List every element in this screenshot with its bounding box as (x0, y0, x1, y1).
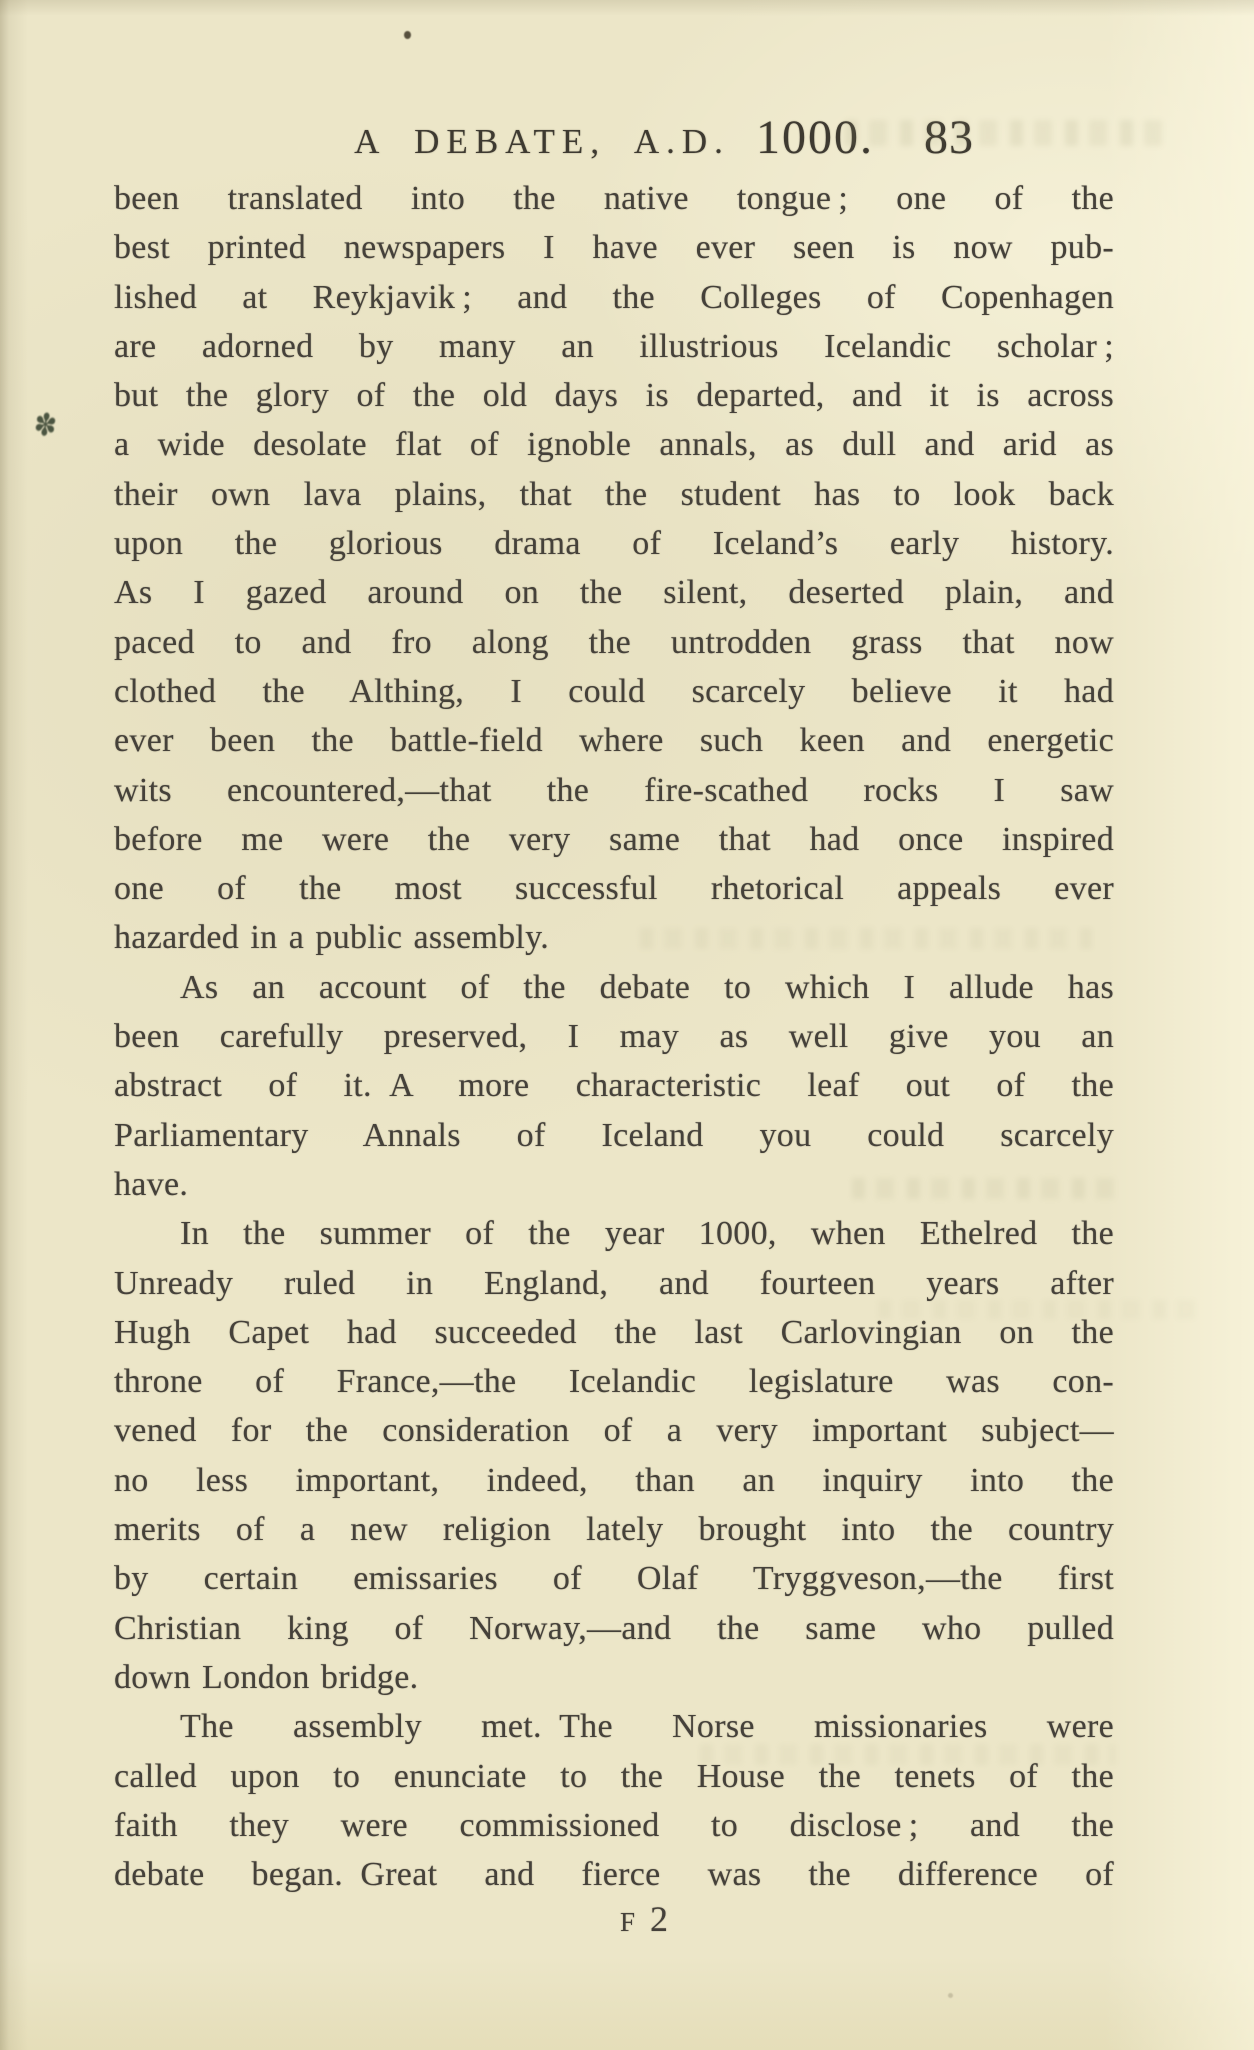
text-line: Parliamentary Annals of Iceland you could scarcely (114, 1116, 1114, 1154)
running-title-year: 1000. (755, 111, 874, 164)
text-line: hazarded in a public assembly. (114, 919, 550, 957)
text-line: are adorned by many an illustrious Icelandic scholar ; (114, 327, 1114, 365)
text-line: been translated into the native tongue ; one of the (114, 180, 1114, 217)
page-number: 83 (924, 111, 974, 164)
text-line: abstract of it. A more characteristic leaf out of the (114, 1067, 1114, 1105)
text-line: called upon to enunciate to the House the tenets of the (114, 1757, 1114, 1795)
text-line: best printed newspapers I have ever seen is now pub- (114, 229, 1114, 267)
text-line: their own lava plains, that the student has to look back (114, 475, 1114, 513)
text-line: no less important, indeed, than an inquiry into the (114, 1461, 1114, 1499)
text-line: but the glory of the old days is departed, and it is across (114, 377, 1114, 415)
text-line: clothed the Althing, I could scarcely believe it had (114, 672, 1114, 710)
ink-speck (948, 1993, 953, 1998)
show-through-text (640, 928, 1092, 949)
ink-blot-mark: ✽ (31, 406, 59, 444)
ink-speck (404, 31, 411, 39)
text-line: In the summer of the year 1000, when Ethelred the (180, 1215, 1114, 1253)
text-line: The assembly met. The Norse missionaries were (180, 1708, 1114, 1746)
printer-signature (114, 1900, 1174, 1946)
text-line: Hugh Capet had succeeded the last Carlovingian on the (114, 1313, 1114, 1351)
text-line: been carefully preserved, I may as well give you an (114, 1018, 1114, 1056)
text-line: vened for the consideration of a very important subject— (114, 1412, 1114, 1450)
text-line: Unready ruled in England, and fourteen years after (114, 1264, 1114, 1302)
show-through-text (852, 1178, 1114, 1199)
text-line: before me were the very same that had once inspired (114, 820, 1114, 858)
text-line: As I gazed around on the silent, deserted plain, and (114, 574, 1114, 612)
text-line: wits encountered,—that the fire-scathed rocks I saw (114, 771, 1114, 809)
text-line: debate began. Great and fierce was the difference of (114, 1856, 1114, 1894)
signature-letter: F (619, 1907, 638, 1937)
text-line: upon the glorious drama of Iceland’s early history. (114, 525, 1114, 563)
show-through-text (878, 1300, 1200, 1319)
text-line: by certain emissaries of Olaf Tryggveson,—the first (114, 1560, 1114, 1598)
text-line: have. (114, 1165, 189, 1203)
running-title-text: A DEBATE, A.D. (354, 122, 730, 161)
show-through-text (700, 1744, 1116, 1765)
text-line: As an account of the debate to which I allude has (180, 968, 1114, 1006)
text-line: ever been the battle-field where such keen and energetic (114, 722, 1114, 760)
body-text (114, 174, 1114, 1899)
text-line: one of the most successful rhetorical appeals ever (114, 870, 1114, 908)
signature-number: 2 (650, 1899, 669, 1939)
text-line: Christian king of Norway,—and the same who pulled (114, 1609, 1114, 1647)
running-title (354, 111, 874, 164)
text-line: throne of France,—the Icelandic legislature was con- (114, 1363, 1114, 1401)
text-line: paced to and fro along the untrodden grass that now (114, 623, 1114, 661)
show-through-text (845, 120, 1163, 146)
text-line: merits of a new religion lately brought into the country (114, 1511, 1114, 1549)
text-line: down London bridge. (114, 1658, 419, 1696)
text-line: a wide desolate flat of ignoble annals, as dull and arid as (114, 426, 1114, 464)
text-line: faith they were commissioned to disclose ; and the (114, 1806, 1114, 1844)
text-line: lished at Reykjavik ; and the Colleges of Copenhagen (114, 278, 1114, 316)
